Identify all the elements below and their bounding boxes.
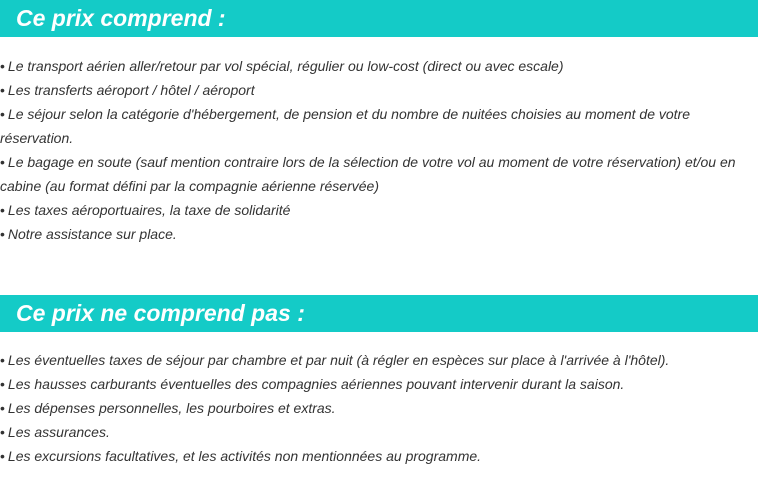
list-item bbox=[0, 150, 752, 198]
list-item-text: Les transferts aéroport / hôtel / aéroport bbox=[7, 82, 255, 98]
list-item bbox=[0, 396, 752, 420]
list-item bbox=[0, 102, 752, 150]
bullet-icon: • bbox=[0, 424, 5, 440]
excludes-list bbox=[0, 348, 758, 468]
list-item bbox=[0, 372, 752, 396]
list-item-text: Les éventuelles taxes de séjour par chambre et par nuit (à régler en espèces sur place à l'arrivée à l'hôtel). bbox=[7, 352, 670, 368]
list-item-text: Les excursions facultatives, et les activités non mentionnées au programme. bbox=[7, 448, 482, 464]
list-item bbox=[0, 444, 752, 468]
list-item-text: Les assurances. bbox=[7, 424, 110, 440]
bullet-icon: • bbox=[0, 352, 5, 368]
includes-list bbox=[0, 54, 758, 246]
section-title-includes: Ce prix comprend : bbox=[0, 0, 758, 37]
list-item bbox=[0, 348, 752, 372]
bullet-icon: • bbox=[0, 106, 5, 122]
bullet-icon: • bbox=[0, 82, 5, 98]
list-item bbox=[0, 54, 752, 78]
section-title-excludes: Ce prix ne comprend pas : bbox=[0, 295, 758, 332]
bullet-icon: • bbox=[0, 58, 5, 74]
section-price-excludes bbox=[0, 295, 758, 468]
list-item-text: Les dépenses personnelles, les pourboires et extras. bbox=[7, 400, 336, 416]
bullet-icon: • bbox=[0, 400, 5, 416]
list-item-text: Les taxes aéroportuaires, la taxe de solidarité bbox=[7, 202, 291, 218]
list-item-text: Le séjour selon la catégorie d'hébergement, de pension et du nombre de nuitées choisies au moment de votre réservation. bbox=[0, 106, 691, 146]
bullet-icon: • bbox=[0, 154, 5, 170]
bullet-icon: • bbox=[0, 376, 5, 392]
list-item bbox=[0, 222, 752, 246]
list-item-text: Le transport aérien aller/retour par vol spécial, régulier ou low-cost (direct ou avec escale) bbox=[7, 58, 564, 74]
bullet-icon: • bbox=[0, 202, 5, 218]
list-item-text: Les hausses carburants éventuelles des compagnies aériennes pouvant intervenir durant la saison. bbox=[7, 376, 625, 392]
list-item bbox=[0, 420, 752, 444]
bullet-icon: • bbox=[0, 226, 5, 242]
list-item bbox=[0, 198, 752, 222]
list-item-text: Le bagage en soute (sauf mention contraire lors de la sélection de votre vol au moment de votre réservation) et/ou en cabine (au format défini par la compagnie aérienne réservée) bbox=[0, 154, 736, 194]
bullet-icon: • bbox=[0, 448, 5, 464]
list-item-text: Notre assistance sur place. bbox=[7, 226, 177, 242]
list-item bbox=[0, 78, 752, 102]
